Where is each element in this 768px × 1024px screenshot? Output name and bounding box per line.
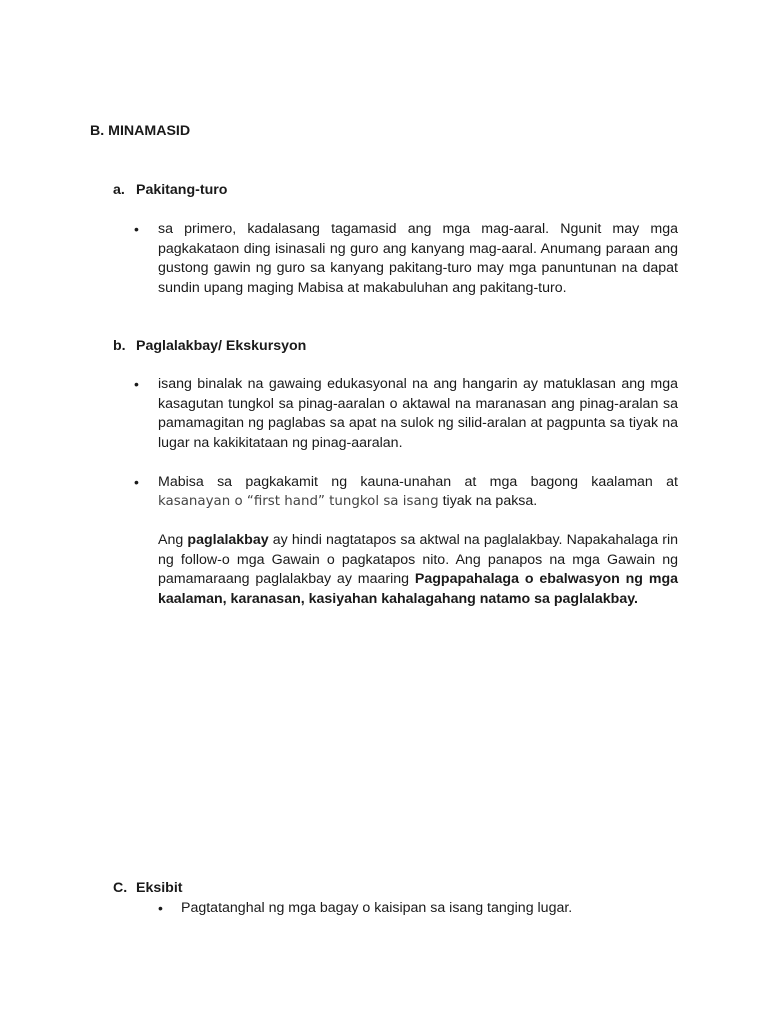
para-bold-paglalakbay: paglalakbay <box>187 532 269 548</box>
bullet-2-rest: tiyak na paksa. <box>438 493 538 509</box>
sub-b-title: Paglalakbay/ Ekskursyon <box>136 338 307 354</box>
sub-b-bullet-1: isang binalak na gawaing edukasyonal na ang hangarin ay matuklasan ang mga kasagutan tungkol sa pinag-aaralan o aktawal na maranasan ang pinag-aralan sa pamamagitan ng paglabas sa apat na sulok ng silid-aralan at pagpunta sa tiyak na lugar na kakikitataan ng pinag-aaralan. <box>158 376 678 451</box>
sub-a-bullet-1: sa primero, kadalasang tagamasid ang mga mag-aaral. Ngunit may mga pagkakataon ding isinasali ng guro ang kanyang mag-aaral. Anumang paraan ang gustong gawin ng guro sa kanyang pakitang-turo may mga panuntunan na dapat sundin upang maging Mabisa at makabuluhan ang pakitang-turo. <box>158 221 678 296</box>
sub-b-bullet-2-line-2 <box>158 492 537 512</box>
section-c-letter: C. <box>113 880 128 896</box>
bullet-glyph: • <box>134 221 139 237</box>
section-c-title: Eksibit <box>136 880 183 896</box>
bullet-glyph: • <box>134 376 139 392</box>
first-hand-phrase: kasanayan o “first hand” tungkol sa isang <box>158 494 439 509</box>
para-bold-pagpapahalaga: Pagpapahalaga o ebalwasyon ng mga kaalaman, karanasan, kasiyahan kahalagahang natamo sa paglalakbay. <box>158 571 678 607</box>
section-c-bullet-1: Pagtatanghal ng mga bagay o kaisipan sa isang tanging lugar. <box>181 900 573 916</box>
para-ang: Ang <box>158 532 188 548</box>
sub-a-title: Pakitang-turo <box>136 182 228 198</box>
sub-a-letter: a. <box>113 182 125 198</box>
bullet-glyph: • <box>158 900 163 916</box>
sub-b-letter: b. <box>113 338 126 354</box>
sub-b-paragraph <box>158 531 678 609</box>
section-b-heading: B. MINAMASID <box>90 123 191 139</box>
bullet-glyph: • <box>134 474 139 490</box>
sub-b-bullet-2-line-1: Mabisa sa pagkakamit ng kauna-unahan at mga bagong kaalaman at <box>158 474 678 490</box>
para-mid: ay hindi nagtatapos sa aktwal na paglalakbay. Napakahalaga rin ng follow-o mga Gawain o pagkatapos nito. Ang panapos na mga Gawain ng pamamaraang paglalakbay ay maaring <box>158 532 679 587</box>
